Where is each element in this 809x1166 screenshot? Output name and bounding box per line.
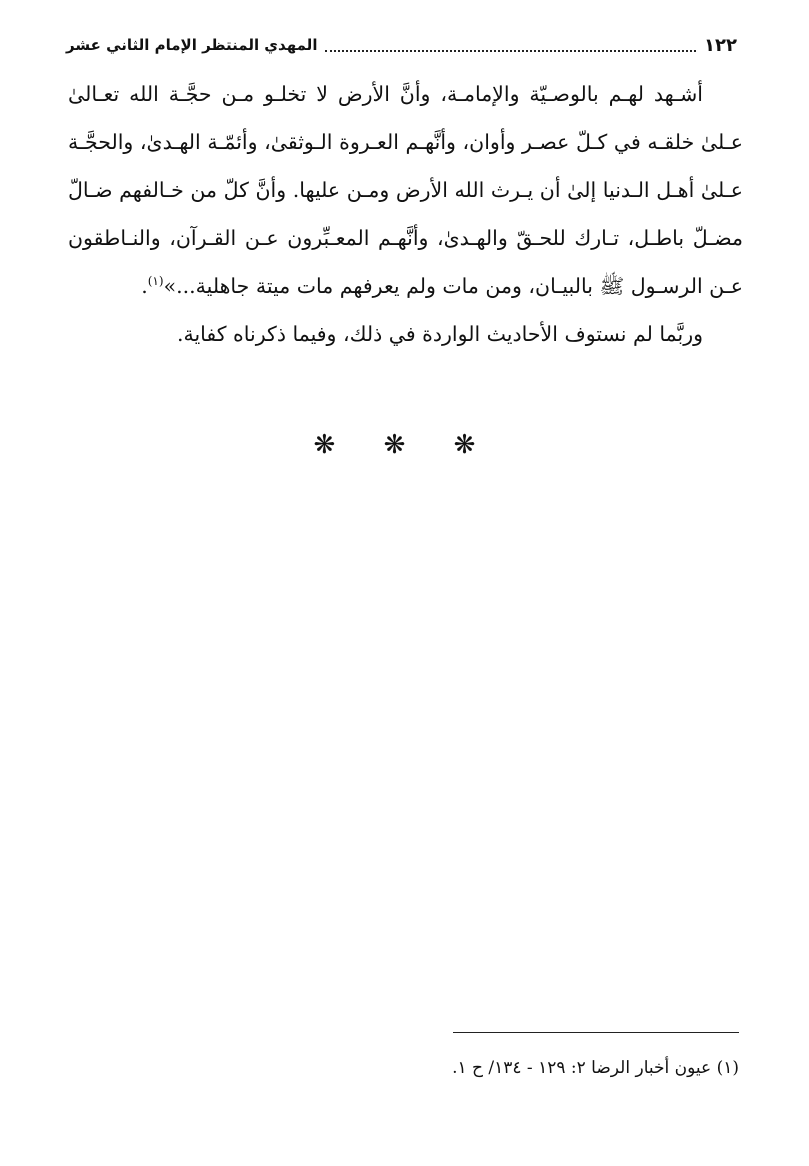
book-title: المهدي المنتظر الإمام الثاني عشر <box>66 36 318 54</box>
section-separator: ❋ ❋ ❋ <box>313 430 496 460</box>
footnote: (١) عيون أخبار الرضا ٢: ١٢٩ - ١٣٤/ ح ١. <box>452 1058 739 1078</box>
paragraph-end: . <box>141 274 148 298</box>
body-text <box>68 70 743 358</box>
footnote-divider <box>453 1032 739 1033</box>
paragraph-text: أشـهد لهـم بالوصـيّة والإمامـة، وأنَّ الأرض لا تخلـو مـن حجَّـة الله تعـالىٰ عـلىٰ خلقـه في كـلّ عصـر وأوان، وأنَّهـم العـروة الـوثقىٰ، وأئمّـة الهـدىٰ، والحجَّـة عـلىٰ أهـل الـدنيا إلىٰ أن يـرث الله الأرض ومـن عليها. وأنَّ كلّ من خـالفهم ضـالّ مضـلّ باطـل، تـارك للحـقّ والهـدىٰ، وأنَّهـم المعـبِّرون عـن القـرآن، والنـاطقون عـن الرسـول ﷺ بالبيـان، ومن مات ولم يعرفهم مات ميتة جاهلية...» <box>68 82 743 298</box>
paragraph: وربَّما لم نستوف الأحاديث الواردة في ذلك، وفيما ذكرناه كفاية. <box>176 322 703 346</box>
running-header <box>66 30 737 60</box>
page-number: ١٢٢ <box>704 34 737 56</box>
paragraph <box>68 70 743 310</box>
dotted-leader <box>325 50 696 52</box>
footnote-reference: (١) <box>147 274 164 289</box>
